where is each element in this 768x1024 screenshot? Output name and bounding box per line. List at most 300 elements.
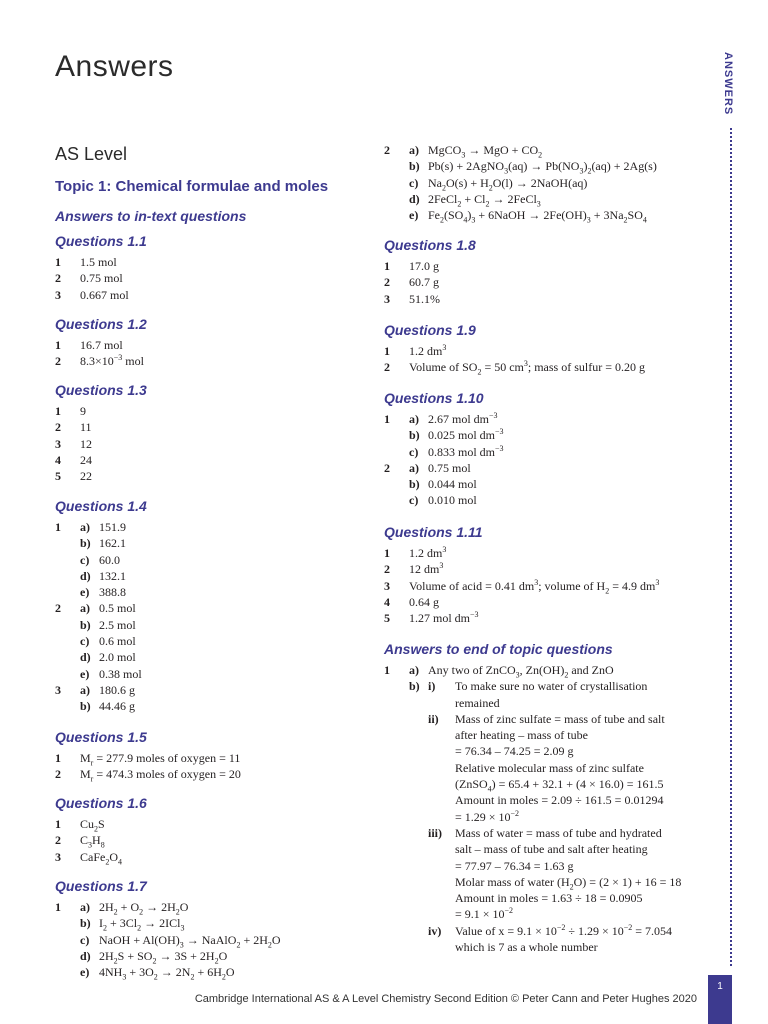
item-letter: c) [409, 444, 419, 459]
list-item [384, 258, 440, 274]
q1-7-list-part2 [384, 142, 657, 223]
level-heading: AS Level [55, 144, 128, 164]
list-item [384, 578, 659, 594]
item-answer: Relative molecular mass of zinc sulfate [455, 760, 644, 775]
list-item [384, 743, 681, 759]
item-number: 2 [55, 601, 61, 616]
item-answer: Value of $x = 9.1 \times 10^{-2} \div 1.29 \times 10^{-2} = 7.054$ [455, 922, 673, 938]
list-item [55, 832, 122, 848]
item-number: 4 [384, 594, 390, 609]
list-item [384, 207, 657, 223]
item-letter: a) [409, 460, 419, 475]
end-topic-heading: Answers to end of topic questions [384, 641, 613, 657]
item-roman [428, 743, 455, 759]
list-item [55, 766, 241, 782]
item-letter [409, 939, 428, 955]
item-answer: 0.025 mol $dm^{-3}$ [428, 427, 504, 443]
item-letter: b) [80, 617, 91, 632]
item-number: 1 [384, 259, 390, 273]
list-item [55, 584, 142, 600]
list-item [55, 337, 144, 353]
item-roman [428, 874, 455, 890]
item-number [55, 964, 80, 980]
item-answer: = $1.29 \times 10^{-2}$ [455, 808, 520, 824]
item-answer: salt – mass of tube and salt after heating [455, 842, 648, 857]
item-answer: remained [455, 695, 500, 710]
item-roman [428, 890, 455, 906]
item-answer: = 77.97 – 76.34 = 1.63 g [455, 858, 574, 873]
item-number [384, 743, 409, 759]
item-answer: (ZnSO$_4$) = 65.4 + 32.1 + (4 × 16.0) = 161.5 [455, 777, 664, 794]
item-answer: $M_r = 474.3$ moles of oxygen = 20 [80, 767, 241, 784]
item-number [384, 191, 409, 207]
item-letter [409, 874, 428, 890]
item-letter: a) [80, 520, 90, 534]
list-item [55, 932, 281, 948]
item-number [384, 711, 409, 727]
item-answer: 9 [80, 404, 86, 418]
item-number [384, 492, 409, 508]
list-item [55, 468, 92, 484]
list-item [384, 594, 659, 610]
item-letter: a) [80, 900, 90, 914]
item-answer: $2H_2 + O_2 \to 2H_2O$ [99, 900, 189, 917]
item-number: 1 [55, 404, 61, 418]
item-roman [428, 906, 455, 922]
item-roman [428, 760, 455, 776]
item-roman [428, 776, 455, 792]
q1-6-list [55, 816, 122, 865]
list-item [55, 649, 142, 665]
item-letter: a) [80, 601, 90, 616]
item-answer: Amount in moles = 2.09 ÷ 161.5 = 0.01294 [455, 793, 664, 808]
item-roman [428, 858, 455, 874]
item-roman [428, 809, 455, 825]
item-roman: i) [428, 679, 436, 694]
item-answer: $Fe_2(SO_4)_3$ + 6NaOH → $2Fe(OH)_3 + 3Na_2SO_4$ [428, 208, 647, 225]
item-answer: 16.7 mol [80, 338, 123, 352]
item-letter: b) [409, 679, 420, 694]
item-answer: 0.5 mol [99, 601, 136, 616]
item-answer: MgCO$_3$ → MgO + $CO_2$ [428, 143, 543, 160]
item-answer: $I_2 + 3Cl_2 \to 2ICl_3$ [99, 916, 185, 933]
item-number [384, 906, 409, 922]
item-number [384, 792, 409, 808]
item-number: 2 [55, 354, 61, 369]
item-answer: 388.8 [99, 585, 126, 600]
list-item [384, 662, 681, 678]
item-answer: Volume of $SO_2 = 50$ $cm^3$; mass of sulfur = 0.20 g [409, 359, 645, 377]
q1-11-list [384, 545, 659, 626]
item-answer: Any two of ZnCO$_3$, $Zn(OH)_2$ and ZnO [428, 663, 614, 680]
item-answer: 0.667 mol [80, 287, 129, 302]
list-item [384, 427, 504, 443]
item-letter: b) [409, 159, 420, 174]
item-number [384, 727, 409, 743]
item-letter: c) [80, 552, 90, 567]
item-number: 5 [384, 611, 390, 626]
list-item [55, 682, 142, 698]
list-item [55, 816, 122, 832]
list-item [55, 552, 142, 568]
item-letter [409, 923, 428, 939]
item-letter: a) [80, 682, 90, 697]
item-number [55, 948, 80, 964]
item-number: 2 [384, 143, 390, 157]
item-answer: = 76.34 – 74.25 = 2.09 g [455, 744, 574, 759]
item-number [384, 825, 409, 841]
page-title: Answers [55, 50, 174, 83]
item-number: 2 [384, 460, 390, 475]
item-number [55, 649, 80, 665]
item-answer: Molar mass of water $(H_2O) = (2 \times 1) + 16 = 18$ [455, 874, 682, 892]
q1-2-heading: Questions 1.2 [55, 316, 147, 332]
list-item [55, 535, 142, 551]
item-answer: $Na_2O(s) + H_2O(l)$ → 2NaOH(aq) [428, 175, 588, 192]
item-letter: e) [409, 208, 419, 223]
item-letter: e) [80, 585, 90, 600]
item-answer: 17.0 g [409, 259, 439, 273]
list-item [55, 617, 142, 633]
list-item [384, 175, 657, 191]
item-number: 2 [384, 360, 390, 375]
item-answer: 180.6 g [99, 682, 135, 697]
list-item [384, 678, 681, 694]
item-number: 3 [55, 436, 61, 451]
item-answer: 12 [80, 436, 92, 451]
list-item [384, 727, 681, 743]
item-number: 3 [55, 682, 61, 697]
item-letter: d) [409, 191, 420, 206]
list-item [55, 750, 241, 766]
item-letter: a) [409, 143, 419, 157]
item-answer: 1.2 $dm^3$ [409, 343, 447, 358]
item-answer: which is 7 as a whole number [455, 940, 598, 955]
item-answer: 0.833 mol $dm^{-3}$ [428, 443, 504, 459]
list-item [55, 666, 142, 682]
q1-4-list [55, 519, 142, 715]
item-letter: e) [80, 965, 90, 980]
q1-9-list [384, 343, 645, 376]
list-item [55, 948, 281, 964]
list-item [384, 939, 681, 955]
item-answer: $C_3H_8$ [80, 833, 105, 850]
q1-9-heading: Questions 1.9 [384, 322, 476, 338]
item-answer: after heating – mass of tube [455, 728, 588, 743]
item-letter [409, 760, 428, 776]
item-answer: 2.0 mol [99, 650, 136, 665]
item-number [384, 858, 409, 874]
item-letter [409, 858, 428, 874]
item-answer: 0.75 mol [80, 271, 123, 286]
item-answer: 0.64 g [409, 594, 439, 609]
item-answer: 60.0 [99, 552, 120, 567]
item-answer: 162.1 [99, 536, 126, 551]
item-letter: a) [409, 663, 419, 677]
q1-1-list [55, 254, 129, 303]
item-roman [428, 939, 455, 955]
list-item [384, 343, 645, 359]
item-answer: $2H_2S + SO_2 \to 3S + 2H_2O$ [99, 948, 228, 966]
item-letter: b) [80, 699, 91, 714]
list-item [384, 142, 657, 158]
list-item [384, 695, 681, 711]
item-number: 1 [55, 817, 61, 831]
list-item [384, 411, 504, 427]
item-number [384, 695, 409, 711]
footer-copyright: Cambridge International AS & A Level Chemistry Second Edition © Peter Cann and Peter Hughes 2020 [194, 993, 697, 1005]
item-number: 3 [55, 287, 61, 302]
q1-4-heading: Questions 1.4 [55, 498, 147, 514]
item-roman [428, 695, 455, 711]
item-letter [409, 695, 428, 711]
item-answer: $Cu_2S$ [80, 817, 105, 834]
item-answer: 132.1 [99, 568, 126, 583]
item-number [384, 923, 409, 939]
item-answer: 22 [80, 469, 92, 484]
dotted-divider [730, 128, 732, 966]
item-number [384, 809, 409, 825]
item-answer: 1.27 mol $dm^{-3}$ [409, 610, 479, 626]
list-item [384, 841, 681, 857]
item-answer: 2.67 mol $dm^{-3}$ [428, 411, 498, 426]
item-answer: Pb(s) + 2AgNO$_3$(aq) → $Pb(NO_3)_2(aq) + 2Ag(s)$ [428, 159, 657, 176]
item-letter: e) [80, 666, 90, 681]
item-letter: a) [409, 412, 419, 426]
item-letter: b) [80, 916, 91, 931]
item-answer: $M_r = 277.9$ moles of oxygen = 11 [80, 751, 241, 768]
list-item [384, 610, 659, 626]
topic-heading: Topic 1: Chemical formulae and moles [55, 178, 329, 195]
item-answer: $4NH_3 + 3O_2 \to 2N_2 + 6H_2O$ [99, 965, 235, 982]
item-number: 5 [55, 469, 61, 484]
item-letter: c) [80, 932, 90, 947]
item-number: 1 [55, 338, 61, 352]
item-letter: c) [409, 493, 419, 508]
item-letter [409, 890, 428, 906]
item-letter [409, 727, 428, 743]
list-item [55, 403, 92, 419]
item-answer: To make sure no water of crystallisation [455, 679, 648, 694]
item-roman: iv) [428, 923, 442, 938]
list-item [384, 191, 657, 207]
item-answer: 24 [80, 452, 92, 467]
item-answer: 1.2 $dm^3$ [409, 545, 447, 560]
list-item [55, 519, 142, 535]
list-item [384, 792, 681, 808]
item-number [384, 207, 409, 223]
item-letter [409, 711, 428, 727]
list-item [55, 568, 142, 584]
list-item [55, 270, 129, 286]
list-item [384, 492, 504, 508]
item-letter [409, 906, 428, 922]
item-answer: 44.46 g [99, 699, 135, 714]
item-answer: 151.9 [99, 520, 126, 534]
item-answer: = $9.1 \times 10^{-2}$ [455, 906, 514, 922]
item-answer: 51.1% [409, 291, 440, 306]
item-number [384, 760, 409, 776]
item-number [55, 932, 80, 948]
q1-2-list [55, 337, 144, 370]
page-number: 1 [708, 975, 732, 1024]
item-number: 1 [55, 900, 61, 914]
item-number: 1 [55, 751, 61, 765]
list-item [55, 419, 92, 435]
item-number: 4 [55, 452, 61, 467]
item-number [55, 584, 80, 600]
list-item [384, 158, 657, 174]
item-roman [428, 841, 455, 857]
item-answer: 12 $dm^3$ [409, 561, 444, 577]
list-item [55, 633, 142, 649]
item-letter [409, 809, 428, 825]
q1-5-list [55, 750, 241, 783]
item-letter: d) [80, 948, 91, 963]
item-letter: b) [409, 477, 420, 492]
item-number: 2 [384, 275, 390, 290]
item-answer: 0.38 mol [99, 666, 142, 681]
item-number [55, 552, 80, 568]
list-item [384, 711, 681, 727]
list-item [55, 600, 142, 616]
list-item [384, 359, 645, 375]
list-item [384, 825, 681, 841]
list-item [384, 476, 504, 492]
item-answer: 2.5 mol [99, 617, 136, 632]
item-roman: ii) [428, 711, 439, 726]
item-number: 1 [384, 412, 390, 426]
item-number: 3 [384, 291, 390, 306]
item-answer: NaOH + $Al(OH)_3$ → NaAlO$_2$ + $2H_2O$ [99, 932, 281, 949]
list-item [384, 809, 681, 825]
item-number [55, 617, 80, 633]
item-answer: Amount in moles = 1.63 ÷ 18 = 0.0905 [455, 891, 643, 906]
item-number [384, 890, 409, 906]
item-answer: Mass of water = mass of tube and hydrated [455, 825, 662, 840]
item-number: 2 [55, 271, 61, 286]
item-answer: $CaFe_2O_4$ [80, 849, 123, 866]
list-item [55, 452, 92, 468]
q1-8-heading: Questions 1.8 [384, 237, 476, 253]
item-number [384, 841, 409, 857]
item-number [384, 776, 409, 792]
item-number [55, 535, 80, 551]
list-item [55, 964, 281, 980]
section-tab-label: ANSWERS [722, 52, 734, 116]
item-number: 2 [384, 562, 390, 577]
item-number: 1 [384, 344, 390, 358]
item-number [384, 444, 409, 460]
item-letter: d) [80, 650, 91, 665]
item-number: 1 [384, 663, 390, 677]
q1-10-heading: Questions 1.10 [384, 390, 484, 406]
q1-7-list-part1 [55, 899, 281, 980]
item-letter [409, 792, 428, 808]
list-item [384, 760, 681, 776]
q1-7-heading: Questions 1.7 [55, 878, 147, 894]
item-number: 2 [55, 420, 61, 435]
list-item [384, 906, 681, 922]
list-item [384, 890, 681, 906]
item-answer: 11 [80, 420, 92, 435]
item-number: 3 [384, 578, 390, 593]
list-item [384, 874, 681, 890]
list-item [384, 923, 681, 939]
item-answer: $8.3\times 10^{-3}$ mol [80, 353, 144, 369]
q1-5-heading: Questions 1.5 [55, 729, 147, 745]
item-letter [409, 776, 428, 792]
item-answer: 1.5 mol [80, 255, 117, 269]
item-number: 1 [384, 546, 390, 560]
list-item [55, 254, 129, 270]
q1-11-heading: Questions 1.11 [384, 524, 483, 540]
item-roman: iii) [428, 825, 442, 840]
item-number [55, 568, 80, 584]
item-number: 2 [55, 767, 61, 782]
list-item [384, 444, 504, 460]
item-letter: c) [409, 175, 419, 190]
item-letter [409, 743, 428, 759]
item-roman [428, 792, 455, 808]
item-letter: c) [80, 634, 90, 649]
item-number: 2 [55, 833, 61, 848]
list-item [384, 858, 681, 874]
item-number [384, 874, 409, 890]
list-item [55, 287, 129, 303]
item-answer: 0.6 mol [99, 634, 136, 649]
item-number: 1 [55, 255, 61, 269]
item-number [55, 666, 80, 682]
list-item [55, 899, 281, 915]
list-item [55, 698, 142, 714]
item-number [384, 939, 409, 955]
list-item [384, 460, 504, 476]
list-item [55, 436, 92, 452]
q1-1-heading: Questions 1.1 [55, 233, 147, 249]
item-number [384, 158, 409, 174]
item-answer: Volume of acid = 0.41 $dm^3$; volume of $H_2 = 4.9$ $dm^3$ [409, 577, 660, 595]
list-item [384, 274, 440, 290]
item-number [384, 678, 409, 694]
item-number [55, 633, 80, 649]
item-number [384, 476, 409, 492]
end-topic-list [384, 662, 681, 955]
item-roman [428, 727, 455, 743]
item-letter: d) [80, 568, 91, 583]
item-letter: b) [80, 536, 91, 551]
q1-10-list [384, 411, 504, 509]
item-number [55, 915, 80, 931]
list-item [384, 561, 659, 577]
list-item [384, 291, 440, 307]
item-letter: b) [409, 428, 420, 443]
item-answer: 2FeCl$_2$ + $Cl_2$ → 2FeCl$_3$ [428, 191, 541, 209]
item-number [55, 698, 80, 714]
item-answer: 0.010 mol [428, 493, 477, 508]
list-item [55, 849, 122, 865]
q1-6-heading: Questions 1.6 [55, 795, 147, 811]
item-letter [409, 841, 428, 857]
item-number: 1 [55, 520, 61, 534]
item-answer: 0.044 mol [428, 477, 477, 492]
item-answer: Mass of zinc sulfate = mass of tube and salt [455, 711, 665, 726]
q1-3-list [55, 403, 92, 484]
in-text-heading: Answers to in-text questions [55, 208, 247, 224]
item-answer: 60.7 g [409, 275, 439, 290]
item-letter [409, 825, 428, 841]
item-number [384, 175, 409, 191]
